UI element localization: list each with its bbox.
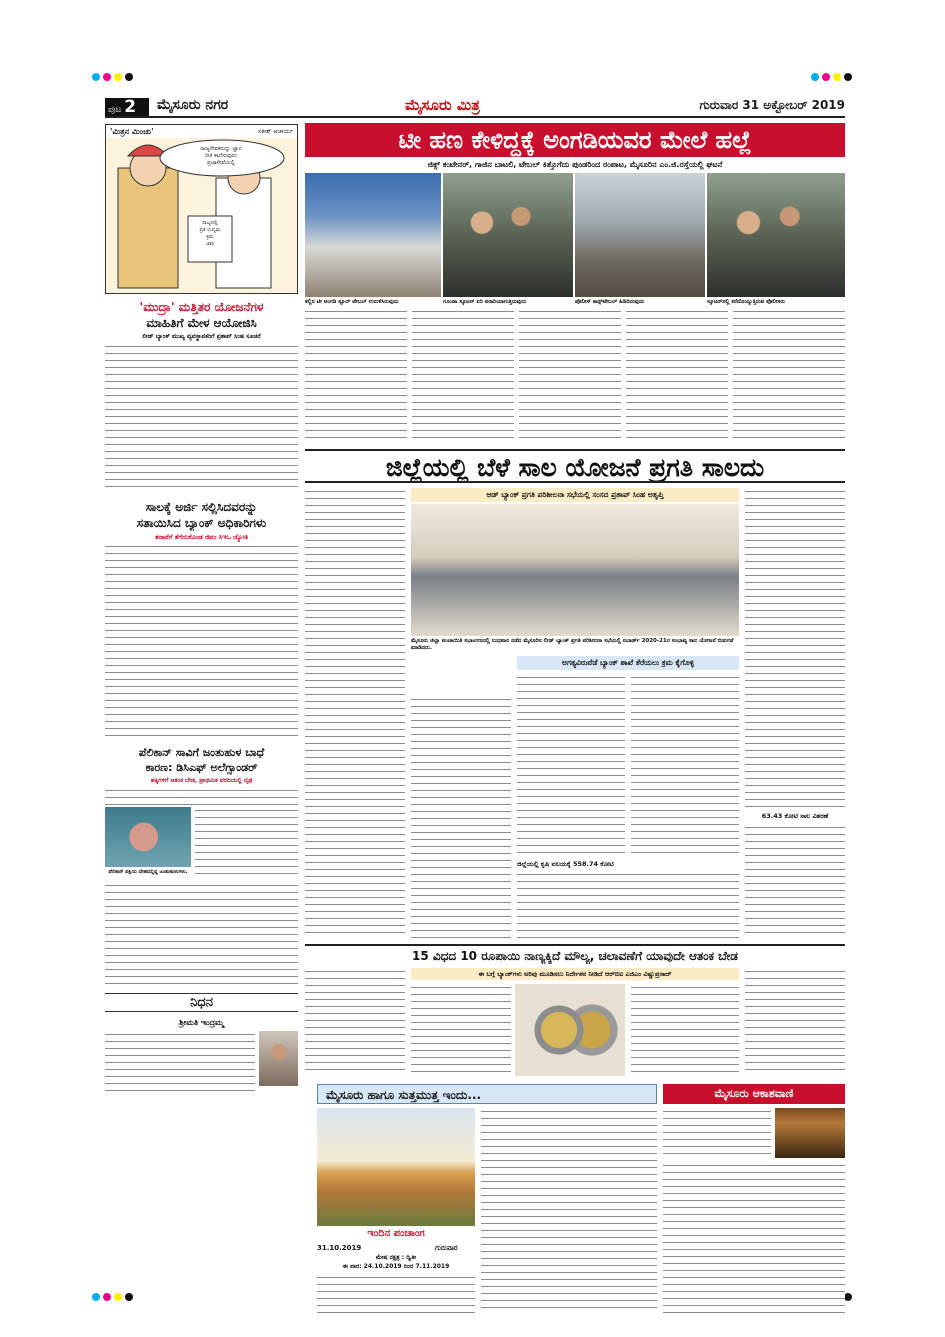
registration-mark: [103, 73, 111, 81]
photo-caption: ಪೊಲೀಸ್ ಕಾನ್ಸ್‌ಟೇಬಲ್ ಹಿಡಿದಿರುವುದು: [575, 299, 645, 305]
registration-mark: [103, 1293, 111, 1301]
newspaper-page: [105, 96, 845, 1286]
issue-date: ಗುರುವಾರ 31 ಅಕ್ಟೋಬರ್ 2019: [699, 98, 845, 112]
masthead: ಮೈಸೂರು ಮಿತ್ರ: [405, 96, 480, 114]
top-story-body: [412, 308, 514, 443]
page-header: [105, 96, 845, 118]
bank-body: [105, 543, 298, 740]
sign-line: ರಾಜ್ಯದಲ್ಲಿ: [202, 220, 218, 226]
cartoon-title: 'ಮಿತ್ರನ ಮಿಂಚು': [110, 127, 154, 136]
pelican-body: [105, 882, 298, 988]
cartoon-credit: ಸತೀಶ್ ಆಚಾರ್ಯ: [258, 128, 293, 135]
coin-photo: [515, 984, 625, 1076]
branch-headline: ಅಗತ್ಯವಿರುವೆಡೆ ಬ್ಯಾಂಕ್ ಶಾಖೆ ತೆರೆಯಲು ಕ್ರಮ ಕೈಗೊಳ್ಳಿ: [517, 656, 739, 670]
bank-headline: ಸತಾಯಿಸಿದ ಬ್ಯಾಂಕ್ ಅಧಿಕಾರಿಗಳು: [136, 516, 267, 530]
speech-line: ರೀತಿ ಕಾಣಿಸುವುದು: [205, 153, 237, 159]
crop-loan-stat: ಜಿಲ್ಲೆಯಲ್ಲಿ ಕೃಷಿ ವಲಯಕ್ಕೆ 558.74 ಕೋಟಿ: [517, 860, 614, 868]
top-story-body: [733, 308, 845, 443]
registration-mark: [114, 73, 122, 81]
cartoon-speech: [166, 146, 276, 167]
registration-mark: [844, 1293, 852, 1301]
section-name: ಮೈಸೂರು ನಗರ: [157, 97, 229, 113]
crop-loan-body: [305, 488, 405, 938]
panchanga-star: ಮೇಷ ನಕ್ಷತ್ರ : ದ್ವಿತೀ: [375, 1254, 417, 1261]
speech-line: ಪ್ರಜಾಸೇವೆಯಲ್ಲಿ: [207, 160, 235, 166]
sign-line: ಕ್ರಮ: [206, 234, 214, 240]
coin-body: [411, 984, 511, 1076]
mudra-body: [105, 343, 298, 493]
crop-loan-body: [745, 488, 845, 938]
photo-caption: ಗೂಂಡಾ ಸ್ಕೂಟರ್ ಏರಿ ಪರಾರಿಯಾಗುತ್ತಿರುವುದು: [443, 299, 527, 305]
mudra-subhead: ಲೀಡ್ ಬ್ಯಾಂಕ್ ಮುಖ್ಯ ವ್ಯವಸ್ಥಾಪಕರಿಗೆ ಪ್ರತಾಪ್ ಸಿಂಹ ಸೂಚನೆ: [142, 333, 261, 340]
pelican-headline: ಕಾರಣ: ಡಿಸಿಎಫ್ ಅಲೆಗ್ಸಾಂಡರ್: [145, 761, 258, 774]
cartoon-box: [105, 124, 298, 294]
coin-body: [745, 968, 845, 1076]
mudra-headline: 'ಮುದ್ರಾ' ಮತ್ತಿತರ ಯೋಜನೆಗಳ: [139, 300, 264, 314]
panchanga-title: ಇಂದಿನ ಪಂಚಾಂಗ: [367, 1228, 425, 1239]
branch-body: [631, 674, 739, 854]
registration-mark: [114, 1293, 122, 1301]
top-story-body: [305, 308, 407, 443]
coin-headline: 15 ವಿಧದ 10 ರೂಪಾಯಿ ನಾಣ್ಯಕ್ಕಿದೆ ಮೌಲ್ಯ, ಚಲಾವಣೆಗೆ ಯಾವುದೇ ಆತಂಕ ಬೇಡ: [305, 944, 845, 964]
registration-mark: [833, 73, 841, 81]
top-story-photo: [575, 173, 705, 297]
bank-subhead: ತರಾಟೆಗೆ ತೆಗೆದುಕೊಂಡ ಜಿಪಂ ಸಿಇಒ ಜ್ಯೋತಿ: [154, 533, 249, 541]
palace-photo: [317, 1108, 475, 1226]
registration-mark: [844, 73, 852, 81]
registration-mark: [125, 1293, 133, 1301]
radio-title: ಮೈಸೂರು ಆಕಾಶವಾಣಿ: [663, 1084, 845, 1104]
radio-photo: [775, 1108, 845, 1158]
obituary-photo: [259, 1031, 298, 1086]
radio-schedule: [663, 1162, 845, 1314]
obituary-body: [105, 1031, 255, 1091]
crop-loan-photo: [411, 504, 739, 636]
registration-mark: [92, 1293, 100, 1301]
pelican-caption: ಪೆಲಿಕಾನ್ ಪಕ್ಷಿಯ ದೇಹದಲ್ಲಿದ್ದ ಜಂತುಹುಳುಗಳು.: [108, 869, 188, 875]
crop-loan-headline: ಜಿಲ್ಲೆಯಲ್ಲಿ ಬೆಳೆ ಸಾಲ ಯೋಜನೆ ಪ್ರಗತಿ ಸಾಲದು: [305, 449, 845, 483]
pelican-body: [195, 807, 298, 877]
sign-line: ಜಾರಿ: [206, 241, 214, 247]
top-story-photo: [707, 173, 845, 297]
radio-schedule: [663, 1108, 771, 1160]
coin-body: [305, 968, 405, 1076]
pelican-subhead: ಹಕ್ಕಿಗಳಿಗೆ ಆತಂಕ ಬೇಡ, ಪ್ರಾಥಮಿಕ ವರದಿಯಲ್ಲಿ ದೃಢ: [150, 777, 253, 784]
page-number: 2: [124, 97, 137, 117]
top-story-body: [519, 308, 621, 443]
photo-caption: ಕಲ್ಲಿನ ಟೀ ಅಂಗಡಿ ಸ್ಟೂಲ್ ಟೇಬಲ್ ಉರುಳಿಸಿರುವುದು: [305, 299, 399, 305]
today-listings: [481, 1108, 657, 1314]
panchanga-day: ಗುರುವಾರ: [435, 1244, 458, 1252]
branch-body: [517, 674, 625, 854]
obituary-title: ನಿಧನ: [105, 993, 298, 1012]
top-story-subhead: ಜಿಕ್ಸ್ ಕಂಟೇನರ್, ಗಾಜಿನ ಬಾಟಲಿ, ಟೇಬಲ್ ಕಿತ್ತೊಗೆದು ಪುಂಡರಿಂದ ರಂಪಾಟ, ಮೈಸೂರಿನ ಎಂ.ಜಿ.ರಸ್ತೆಯಲ್ಲಿ ಘಟನೆ: [427, 160, 723, 169]
today-title: ಮೈಸೂರು ಹಾಗೂ ಸುತ್ತಮುತ್ತ ಇಂದು...: [317, 1084, 657, 1104]
pelican-headline: ಪೆಲಿಕಾನ್ ಸಾವಿಗೆ ಜಂತುಹುಳ ಬಾಧೆ: [138, 746, 265, 759]
crop-loan-stat: 63.43 ಕೋಟಿ ಸಾಲ ವಿತರಣೆ: [745, 812, 845, 821]
panchanga-body: [317, 1274, 475, 1314]
top-story-photo: [305, 173, 441, 297]
bank-headline: ಸಾಲಕ್ಕೆ ಅರ್ಜಿ ಸಲ್ಲಿಸಿದವರನ್ನು: [145, 500, 258, 514]
sign-line: ಪ್ರತಿ ಉದ್ಯಮ: [199, 227, 221, 233]
crop-loan-caption: ಮೈಸೂರು ಜಿಲ್ಲಾ ಪಂಚಾಯಿತಿ ಸಭಾಂಗಣದಲ್ಲಿ ಬುಧವಾರ ನಡೆದ ಮೈಸೂರಿನ ಲೀಡ್ ಬ್ಯಾಂಕ್ ಪ್ರಗತಿ ಪರಿಶೀಲನಾ ಸಭೆಯಲ್ಲಿ ನಬಾರ್ಡ್ 2020-21ರ ಸಂಭಾವ್ಯ ಸಾಲ ಯೋಜನೆ ಬಿಡುಗಡೆ ಮಾಡಿದರು.: [411, 638, 734, 651]
registration-mark: [125, 73, 133, 81]
registration-mark: [811, 73, 819, 81]
panchanga-week: ಈ ವಾರ: 24.10.2019 ರಿಂದ 7.11.2019: [342, 1263, 450, 1270]
page-label: ಪುಟ: [108, 105, 122, 115]
pelican-body: [105, 787, 298, 805]
panchanga-date: 31.10.2019: [317, 1244, 362, 1252]
registration-mark: [822, 73, 830, 81]
registration-mark: [92, 73, 100, 81]
photo-caption: ಸ್ಕೂಟರ್‌ನಲ್ಲಿ ಕರೆದೊಯ್ಯುತ್ತಿರುವ ಪೊಲೀಸರು: [707, 299, 785, 305]
crop-loan-body: [411, 696, 511, 938]
coin-body: [631, 984, 739, 1076]
coin-subhead: ಈ ಬಗ್ಗೆ ಬ್ಯಾಂಕ್‌ಗಳು ಅರಿವು ಮೂಡಿಸಲು ನಿರ್ದೇಶನ ನೀಡಿದೆ ಆರ್‌ಬಿಐ ಎಜಿಎಂ ವಿಷ್ಣುಪ್ರಸಾದ್: [411, 968, 739, 980]
speech-line: ರಾಜ್ಯಸೇವಕರುನ್ನು ಜ್ಞಾನ: [200, 146, 242, 152]
obituary-name: ಶ್ರೀಮತಿ ಇಂದ್ರಮ್ಮ: [179, 1018, 224, 1027]
mudra-headline: ಮಾಹಿತಿಗೆ ಮೇಳ ಆಯೋಜಿಸಿ: [146, 316, 257, 330]
crop-loan-body: [517, 871, 739, 938]
top-story-body: [626, 308, 728, 443]
top-story-photo: [443, 173, 573, 297]
cartoon-sign: [190, 220, 230, 248]
page-number-box: [105, 98, 149, 116]
crop-loan-subhead: ಆಡ್ ಬ್ಯಾಂಕ್ ಪ್ರಗತಿ ಪರಿಶೀಲನಾ ಸಭೆಯಲ್ಲಿ ಸಂಸದ ಪ್ರತಾಪ್ ಸಿಂಹ ಅತೃಪ್ತಿ: [411, 488, 739, 502]
top-story-headline: ಟೀ ಹಣ ಕೇಳಿದ್ದಕ್ಕೆ ಅಂಗಡಿಯವರ ಮೇಲೆ ಹಲ್ಲೆ: [305, 123, 845, 157]
pelican-photo: [105, 807, 191, 867]
